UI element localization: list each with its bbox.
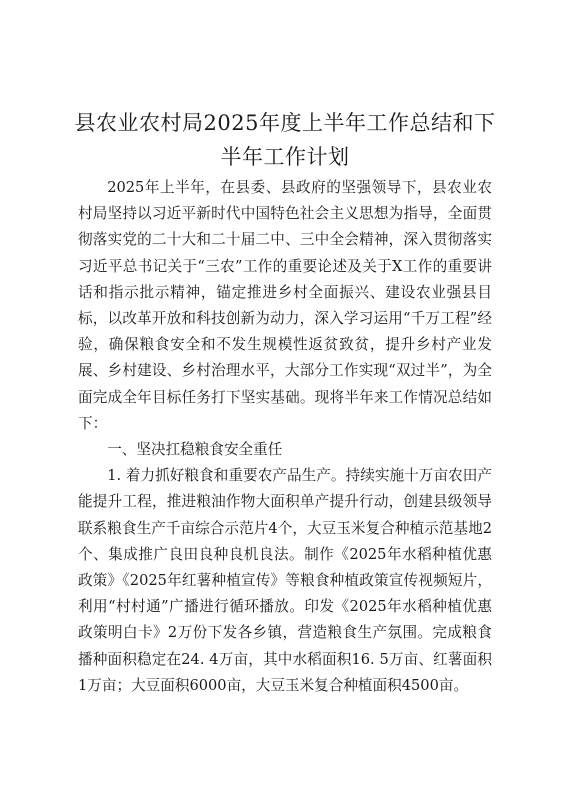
section-heading-1: 一、坚决扛稳粮食安全重任	[107, 441, 283, 459]
document-body	[78, 175, 492, 699]
section-1-paragraph-1: 1. 着力抓好粮食和重要农产品生产。持续实施十万亩农田产能提升工程，推进粮油作物大面积单产提升行动，创建县级领导联系粮食生产千亩综合示范片4个，大豆玉米复合种植示范基地2个、集成推广良田良种良机良法。制作《2025年水稻种植优惠政策》《2025年红薯种植宣传》等粮食种植政策宣传视频短片，利用“村村通”广播进行循环播放。印发《2025年水稻种植优惠政策明白卡》2万份下发各乡镇，营造粮食生产氛围。完成粮食播种面积稳定在24. 4万亩，其中水稻面积16. 5万亩、红薯面积1万亩；大豆面积6000亩，大豆玉米复合种植面积4500亩。	[78, 467, 492, 694]
document-title-line-1: 县农业农村局2025年度上半年工作总结和下	[74, 111, 496, 135]
document-title-line-2: 半年工作计划	[220, 145, 350, 169]
intro-paragraph: 2025年上半年，在县委、县政府的坚强领导下，县农业农村局坚持以习近平新时代中国特色社会主义思想为指导，全面贯彻落实党的二十大和二十届二中、三中全会精神，深入贯彻落实习近平总书记关于“三农”工作的重要论述及关于X工作的重要讲话和指示批示精神，锚定推进乡村全面振兴、建设农业强县目标，以改革开放和科技创新为动力，深入学习运用“千万工程”经验，确保粮食安全和不发生规模性返贫致贫，提升乡村产业发展、乡村建设、乡村治理水平，大部分工作实现“双过半”，为全面完成全年目标任务打下坚实基础。现将半年来工作情况总结如下：	[78, 179, 492, 432]
